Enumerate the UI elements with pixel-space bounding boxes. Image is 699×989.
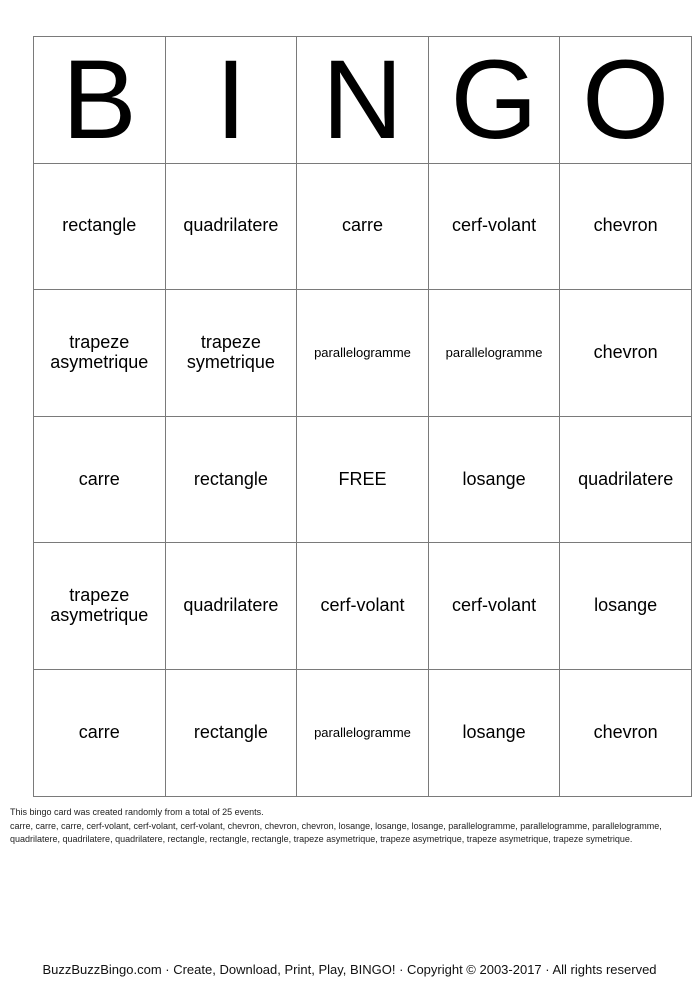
bingo-card bbox=[33, 36, 692, 797]
bingo-cell: chevron bbox=[560, 163, 692, 290]
bingo-cell: rectangle bbox=[165, 669, 297, 796]
bingo-cell: parallelogramme bbox=[297, 669, 429, 796]
info-summary: This bingo card was created randomly from a total of 25 events. bbox=[10, 807, 264, 817]
header-letter-i: I bbox=[165, 37, 297, 164]
bingo-cell: losange bbox=[428, 416, 560, 543]
bingo-cell: carre bbox=[297, 163, 429, 290]
header-letter-b: B bbox=[34, 37, 166, 164]
bingo-cell: losange bbox=[428, 669, 560, 796]
bingo-row bbox=[34, 669, 692, 796]
bingo-row bbox=[34, 163, 692, 290]
bingo-cell: parallelogramme bbox=[428, 290, 560, 417]
bingo-cell: chevron bbox=[560, 669, 692, 796]
bingo-cell: cerf-volant bbox=[297, 543, 429, 670]
free-space-cell: FREE bbox=[297, 416, 429, 543]
bingo-cell: quadrilatere bbox=[165, 543, 297, 670]
bingo-cell: carre bbox=[34, 416, 166, 543]
bingo-cell: losange bbox=[560, 543, 692, 670]
bingo-cell: cerf-volant bbox=[428, 163, 560, 290]
bingo-cell: cerf-volant bbox=[428, 543, 560, 670]
bingo-row bbox=[34, 543, 692, 670]
bingo-cell: rectangle bbox=[34, 163, 166, 290]
bingo-cell: chevron bbox=[560, 290, 692, 417]
bingo-row bbox=[34, 416, 692, 543]
bingo-cell: quadrilatere bbox=[165, 163, 297, 290]
card-info bbox=[10, 806, 690, 847]
bingo-cell: parallelogramme bbox=[297, 290, 429, 417]
bingo-cell: trapeze asymetrique bbox=[34, 543, 166, 670]
bingo-cell: trapeze asymetrique bbox=[34, 290, 166, 417]
header-letter-g: G bbox=[428, 37, 560, 164]
bingo-cell: rectangle bbox=[165, 416, 297, 543]
header-letter-n: N bbox=[297, 37, 429, 164]
bingo-cell: trapeze symetrique bbox=[165, 290, 297, 417]
bingo-cell: carre bbox=[34, 669, 166, 796]
footer-copyright: BuzzBuzzBingo.com · Create, Download, Print, Play, BINGO! · Copyright © 2003-2017 · All rights reserved bbox=[42, 962, 657, 977]
info-events-list: carre, carre, carre, cerf-volant, cerf-volant, cerf-volant, chevron, chevron, chevron, losange, losange, losange, parallelogramme, parallelogramme, parallelogramme, quadrilatere, quadrilatere, quadrilatere, rectangle, rectangle, rectangle, trapeze asymetrique, trapeze asymetrique, trapeze asymetrique, trapeze symetrique. bbox=[10, 820, 662, 844]
header-letter-o: O bbox=[560, 37, 692, 164]
bingo-row bbox=[34, 290, 692, 417]
bingo-header-row bbox=[34, 37, 692, 164]
bingo-cell: quadrilatere bbox=[560, 416, 692, 543]
